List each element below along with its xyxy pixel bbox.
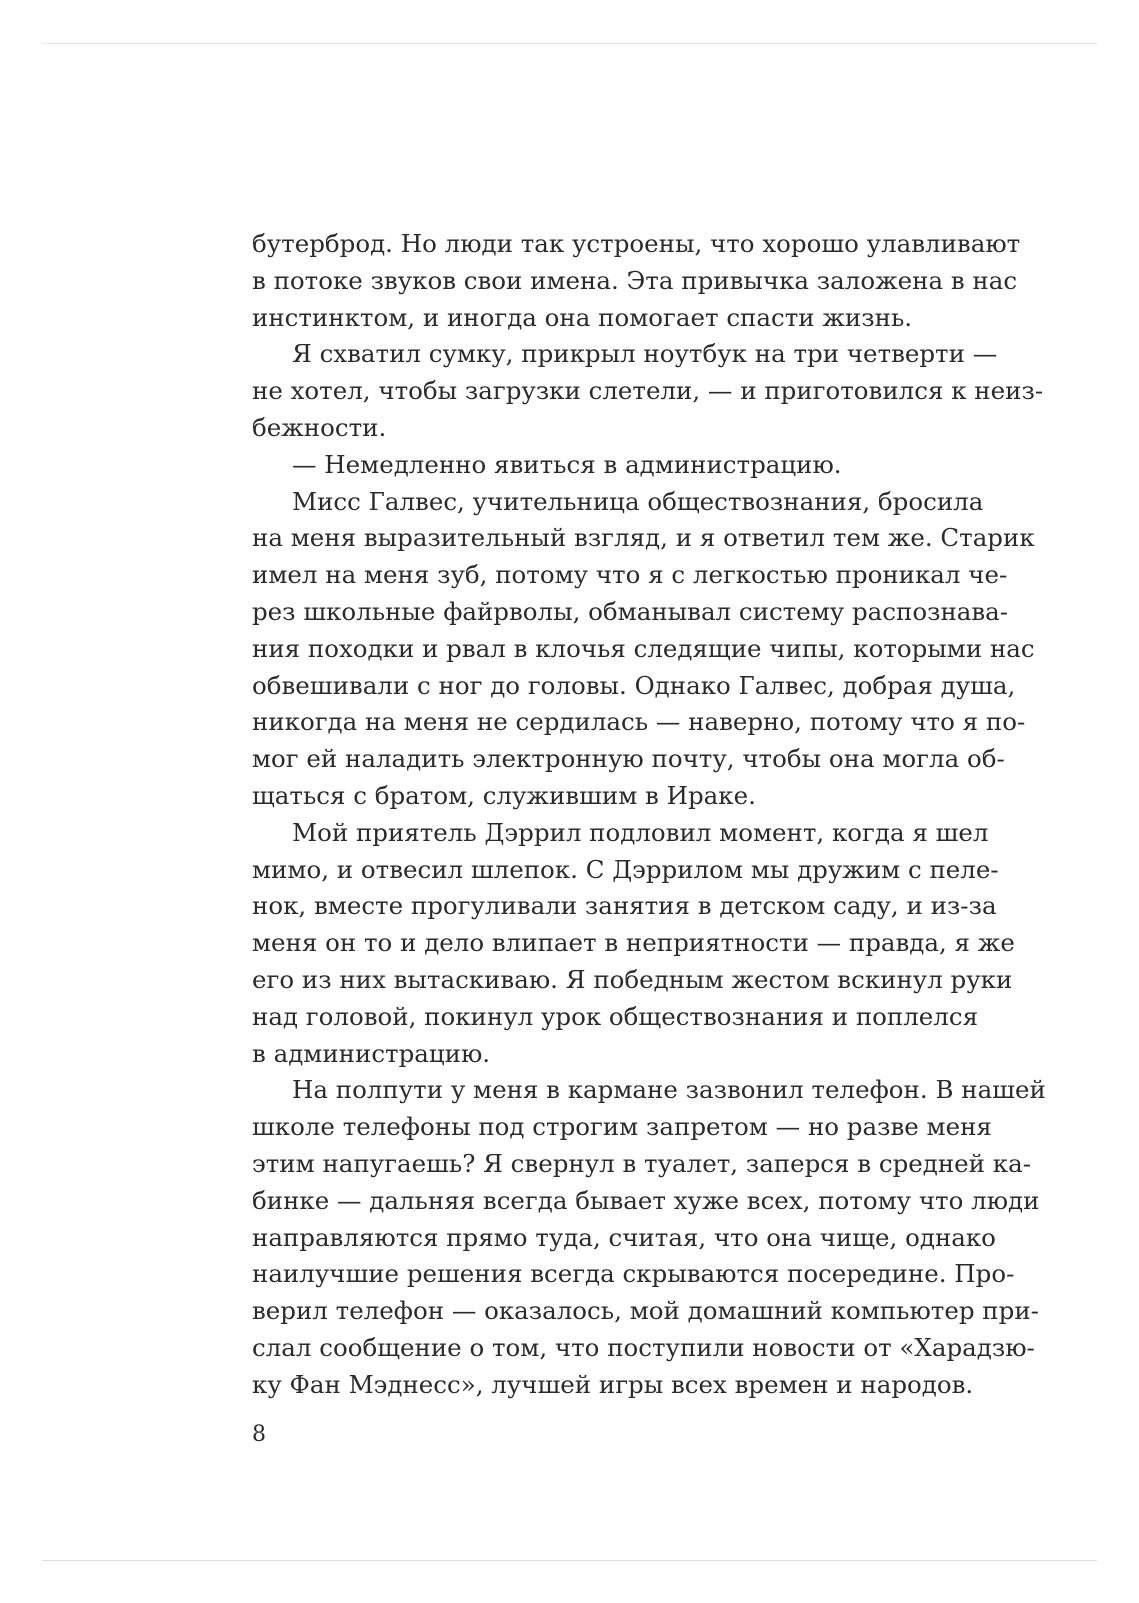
text-line: не хотел, чтобы загрузки слетели, — и приготовился к неиз- xyxy=(252,376,1044,406)
text-line: Мисс Галвес, учительница обществознания, бросила xyxy=(292,486,984,516)
text-line: школе телефоны под строгим запретом — но разве меня xyxy=(252,1112,992,1142)
text-line: верил телефон — оказалось, мой домашний компьютер при- xyxy=(252,1296,1039,1326)
text-line: в администрацию. xyxy=(252,1038,491,1068)
text-line: мог ей наладить электронную почту, чтобы она могла об- xyxy=(252,744,1005,774)
text-line: Мой приятель Дэррил подловил момент, когда я шел xyxy=(292,817,989,847)
text-line: обвешивали с ног до головы. Однако Галвес, добрая душа, xyxy=(252,670,1016,700)
text-line: меня он то и дело влипает в неприятности — правда, я же xyxy=(252,928,1015,958)
text-line: никогда на меня не сердилась — наверно, потому что я по- xyxy=(252,707,1026,737)
text-line: на меня выразительный взгляд, и я ответил тем же. Старик xyxy=(252,523,1035,553)
text-line: На полпути у меня в кармане зазвонил телефон. В нашей xyxy=(292,1075,1046,1105)
book-page xyxy=(42,43,1097,1561)
body-text xyxy=(252,226,1046,1404)
text-line: мимо, и отвесил шлепок. С Дэррилом мы дружим с пеле- xyxy=(252,854,999,884)
text-line: имел на меня зуб, потому что я с легкостью проникал че- xyxy=(252,560,1008,590)
text-line: этим напугаешь? Я свернул в туалет, заперся в средней ка- xyxy=(252,1148,1031,1178)
text-line: в потоке звуков свои имена. Эта привычка заложена в нас xyxy=(252,265,1018,295)
text-line: над головой, покинул урок обществознания и поплелся xyxy=(252,1001,979,1031)
text-line: бинке — дальняя всегда бывает хуже всех, потому что люди xyxy=(252,1185,1040,1215)
text-line: нок, вместе прогуливали занятия в детском саду, и из-за xyxy=(252,891,997,921)
text-line: ния походки и рвал в клочья следящие чипы, которыми нас xyxy=(252,633,1035,663)
text-line: бежности. xyxy=(252,412,387,442)
text-line: рез школьные файрволы, обманывал систему распознава- xyxy=(252,596,1009,626)
page-number: 8 xyxy=(252,1422,266,1447)
text-line: инстинктом, и иногда она помогает спасти жизнь. xyxy=(252,302,913,332)
text-line: щаться с братом, служившим в Ираке. xyxy=(252,780,756,810)
text-line: бутерброд. Но люди так устроены, что хорошо улавливают xyxy=(252,229,1021,258)
text-line: — Немедленно явиться в администрацию. xyxy=(292,449,842,479)
text-line: направляются прямо туда, считая, что она чище, однако xyxy=(252,1222,996,1252)
text-line: его из них вытаскиваю. Я победным жестом вскинул руки xyxy=(252,964,1013,994)
text-line: ку Фан Мэднесс», лучшей игры всех времен и народов. xyxy=(252,1369,974,1399)
text-line: Я схватил сумку, прикрыл ноутбук на три четверти — xyxy=(292,339,998,369)
text-line: слал сообщение о том, что поступили новости от «Харадзю- xyxy=(252,1332,1035,1362)
text-line: наилучшие решения всегда скрываются посередине. Про- xyxy=(252,1259,1015,1289)
